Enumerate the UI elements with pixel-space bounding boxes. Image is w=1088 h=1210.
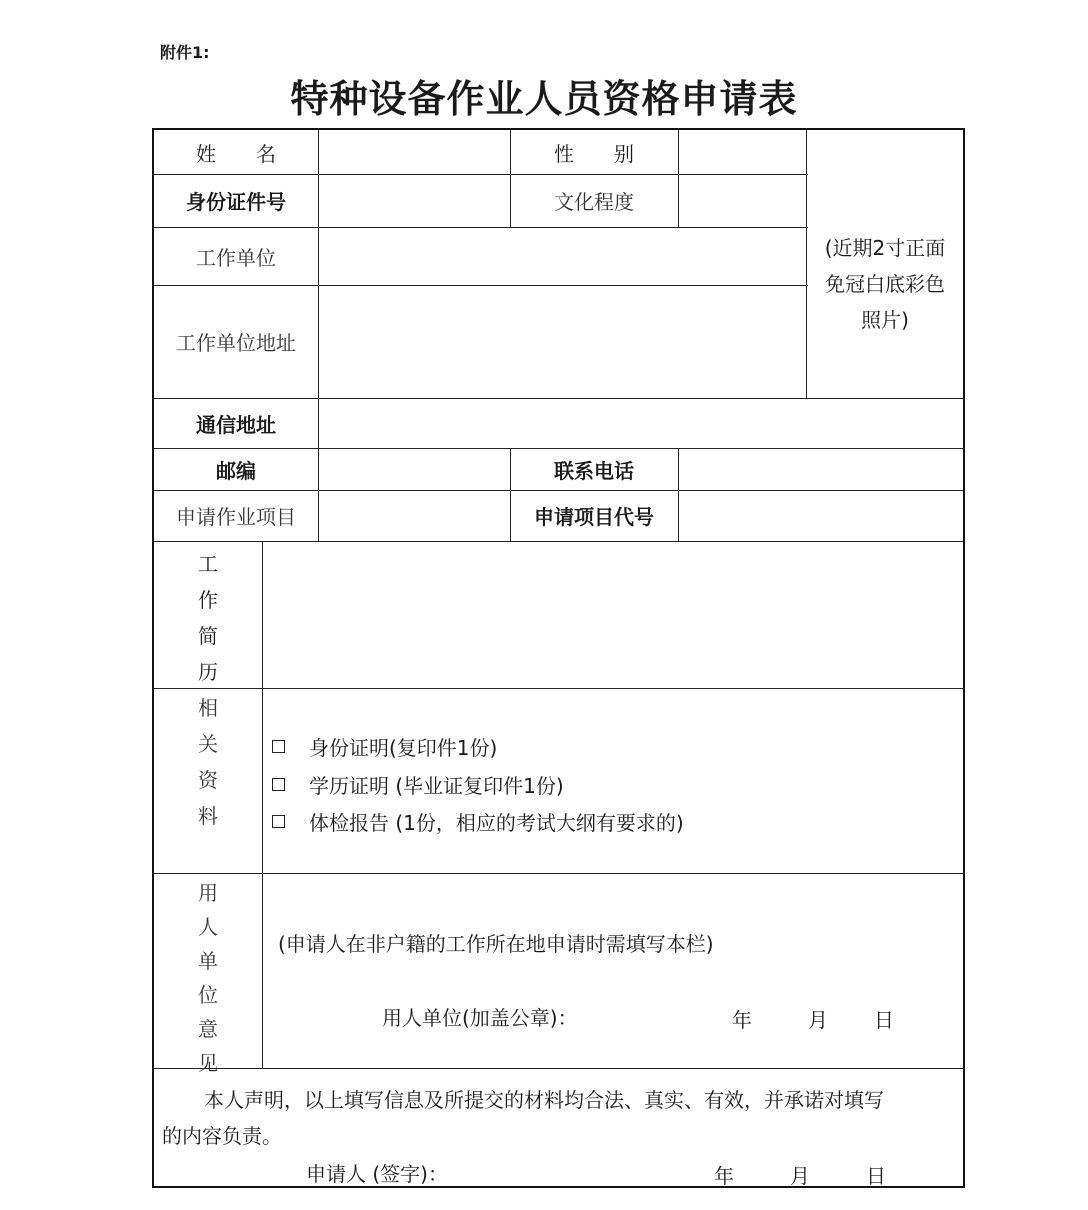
label-char: 关 xyxy=(198,732,218,756)
declaration-line-2: 的内容负责。 xyxy=(162,1124,282,1148)
label-char: 用 xyxy=(198,881,218,905)
work-unit-address-label: 工作单位地址 xyxy=(176,331,296,355)
mailing-address-label: 通信地址 xyxy=(196,412,276,437)
label-char: 作 xyxy=(198,588,218,612)
label-char: 见 xyxy=(198,1051,218,1075)
label-char: 相 xyxy=(198,696,218,720)
id-number-label: 身份证件号 xyxy=(186,190,286,214)
phone-field[interactable] xyxy=(680,450,963,488)
material-label: 体检报告 (1份，相应的考试大纲有要求的) xyxy=(309,811,684,835)
label-char: 意 xyxy=(198,1017,218,1041)
label-char: 料 xyxy=(198,804,218,828)
label-char: 历 xyxy=(198,660,218,684)
applicant-sign-label: 申请人 (签字)： xyxy=(306,1162,448,1186)
material-item-medical[interactable] xyxy=(272,807,684,836)
photo-note-line: 免冠白底彩色 xyxy=(825,272,945,296)
gender-field[interactable] xyxy=(680,132,804,172)
employer-seal-label: 用人单位(加盖公章)： xyxy=(382,1006,578,1030)
work-unit-field[interactable] xyxy=(320,229,804,283)
employer-date-month: 月 xyxy=(808,1008,828,1032)
photo-note-line: (近期2寸正面 xyxy=(824,236,946,260)
employer-opinion-label xyxy=(194,876,222,1080)
work-history-field[interactable] xyxy=(264,543,963,686)
apply-item-label: 申请作业项目 xyxy=(176,505,296,529)
material-label: 身份证明(复印件1份) xyxy=(309,736,498,760)
postcode-field[interactable] xyxy=(320,450,508,488)
application-form xyxy=(152,128,965,1188)
applicant-date-day: 日 xyxy=(866,1164,886,1188)
mailing-address-field[interactable] xyxy=(320,400,963,446)
label-char: 简 xyxy=(198,624,218,648)
education-field[interactable] xyxy=(680,176,804,225)
material-item-id[interactable] xyxy=(272,732,497,761)
phone-label: 联系电话 xyxy=(554,458,634,483)
employer-date-day: 日 xyxy=(874,1008,894,1032)
form-title: 特种设备作业人员资格申请表 xyxy=(290,77,798,121)
name-label: 姓 名 xyxy=(196,141,276,166)
label-char: 资 xyxy=(198,768,218,792)
work-unit-label: 工作单位 xyxy=(196,245,276,270)
label-char: 人 xyxy=(198,915,218,939)
name-field[interactable] xyxy=(320,132,508,172)
photo-area xyxy=(810,230,960,338)
attachment-label: 附件1: xyxy=(160,43,210,62)
apply-item-code-label: 申请项目代号 xyxy=(534,505,654,529)
checkbox[interactable] xyxy=(272,740,285,753)
work-history-label xyxy=(194,546,222,690)
apply-item-code-field[interactable] xyxy=(680,492,963,539)
employer-date-year: 年 xyxy=(732,1008,752,1032)
material-label: 学历证明 (毕业证复印件1份) xyxy=(309,774,564,798)
id-number-field[interactable] xyxy=(320,176,508,225)
material-item-education[interactable] xyxy=(272,770,564,799)
education-label: 文化程度 xyxy=(554,190,634,214)
checkbox[interactable] xyxy=(272,815,285,828)
applicant-date-month: 月 xyxy=(790,1164,810,1188)
work-unit-address-field[interactable] xyxy=(320,287,804,396)
apply-item-field[interactable] xyxy=(320,492,508,539)
materials-label xyxy=(194,690,222,834)
label-char: 工 xyxy=(198,552,218,576)
employer-note: (申请人在非户籍的工作所在地申请时需填写本栏) xyxy=(278,932,714,956)
postcode-label: 邮编 xyxy=(216,458,256,483)
photo-note-line: 照片) xyxy=(861,308,909,332)
checkbox[interactable] xyxy=(272,778,285,791)
declaration-line-1: 本人声明，以上填写信息及所提交的材料均合法、真实、有效，并承诺对填写 xyxy=(204,1088,884,1112)
label-char: 位 xyxy=(198,983,218,1007)
applicant-date-year: 年 xyxy=(714,1164,734,1188)
gender-label: 性 别 xyxy=(554,141,634,166)
label-char: 单 xyxy=(198,949,218,973)
